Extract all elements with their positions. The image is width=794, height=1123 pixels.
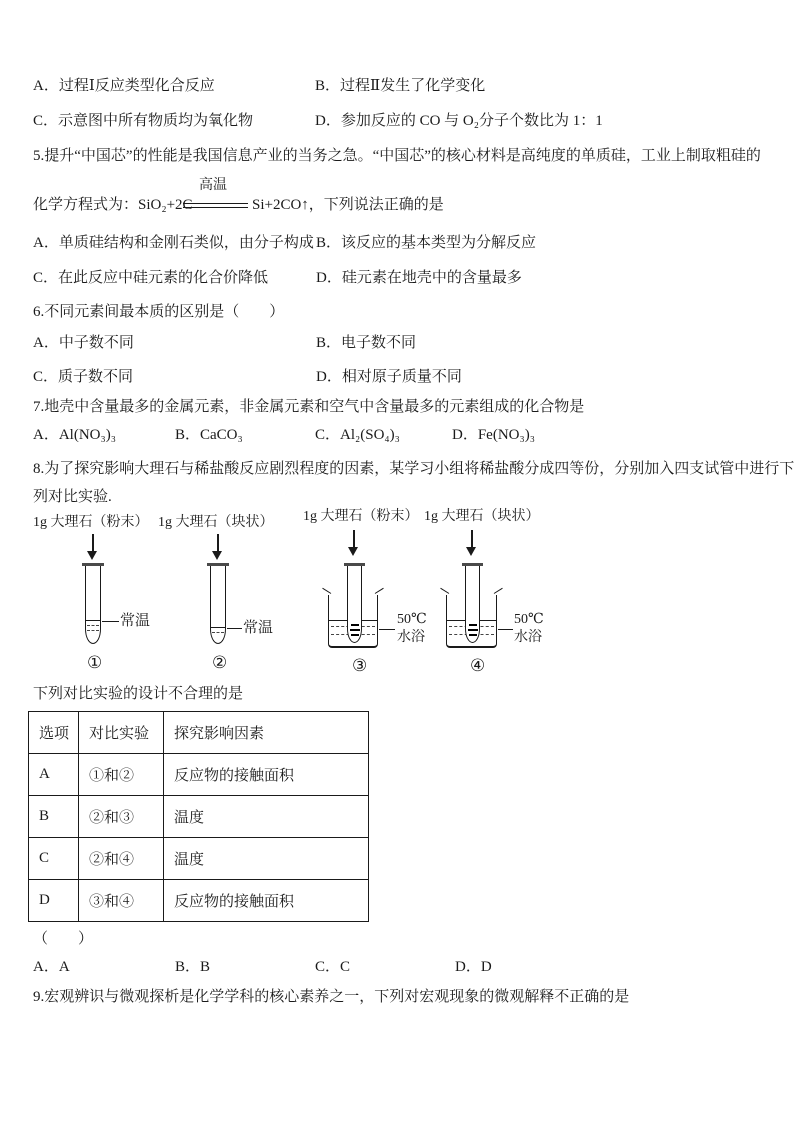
cell-factor: 温度 (164, 796, 369, 838)
header-cell: 探究影响因素 (164, 712, 369, 754)
q7-stem: 7.地壳中含量最多的金属元素，非金属元素和空气中含量最多的元素组成的化合物是 (33, 399, 585, 415)
cell-option: B (29, 796, 79, 838)
test-tube-icon (347, 566, 362, 643)
q5-equation-condition: 高温 (199, 178, 227, 193)
setup4-bath-temp: 50℃ (514, 612, 544, 627)
marble-pieces (466, 621, 479, 636)
q6-stem: 6.不同元素间最本质的区别是（ ） (33, 304, 285, 320)
setup4-label: 1g 大理石（块状） (424, 509, 540, 524)
pointer-line (379, 629, 395, 630)
q5-option-b: B．该反应的基本类型为分解反应 (316, 235, 537, 251)
down-arrow-icon (92, 534, 94, 552)
q8-option-b: B．B (175, 959, 211, 975)
q6-option-c: C．质子数不同 (33, 369, 134, 385)
q6-option-a: A．中子数不同 (33, 335, 134, 351)
setup3-bath-word: 水浴 (397, 630, 425, 645)
experiment-diagram (0, 508, 794, 680)
down-arrow-icon (471, 530, 473, 548)
q5-equation-suffix: Si+2CO↑，下列说法正确的是 (252, 197, 444, 213)
cell-factor: 反应物的接触面积 (164, 754, 369, 796)
q4-option-d: D．参加反应的 CO 与 O₂分子个数比为 1：1 (315, 113, 603, 129)
table-row (29, 838, 369, 880)
cell-option: C (29, 838, 79, 880)
test-tube-icon (210, 566, 226, 644)
q5-stem: 5.提升“中国芯”的性能是我国信息产业的当务之急。“中国芯”的核心材料是高纯度的单质硅，工业上制取粗硅的 (33, 148, 761, 164)
down-arrow-icon (217, 534, 219, 552)
q8-option-c: C．C (315, 959, 351, 975)
cell-factor: 反应物的接触面积 (164, 880, 369, 922)
q8-option-d: D．D (455, 959, 492, 975)
table-row (29, 880, 369, 922)
test-tube-icon (465, 566, 480, 643)
setup3-label: 1g 大理石（粉末） (303, 509, 419, 524)
down-arrow-icon (353, 530, 355, 548)
setup2-temp-label: 常温 (243, 620, 274, 636)
table-row (29, 796, 369, 838)
table-row (29, 754, 369, 796)
q4-option-a: A．过程Ⅰ反应类型化合反应 (33, 78, 215, 94)
q8-answer-bracket: （ ） (33, 931, 94, 947)
setup2-label: 1g 大理石（块状） (158, 515, 274, 530)
table-header-row (29, 712, 369, 754)
cell-option: D (29, 880, 79, 922)
pointer-line (102, 621, 119, 622)
acid-liquid (211, 627, 225, 643)
setup3-number: ③ (352, 656, 368, 675)
q8-option-a: A．A (33, 959, 70, 975)
q7-option-d: D．Fe(NO₃)₃ (452, 427, 535, 443)
q7-option-b: B．CaCO₃ (175, 427, 243, 443)
q7-option-c: C．Al₂(SO₄)₃ (315, 427, 400, 443)
setup4-number: ④ (470, 656, 486, 675)
header-cell: 选项 (29, 712, 79, 754)
setup1-label: 1g 大理石（粉末） (33, 515, 149, 530)
q5-option-d: D．硅元素在地壳中的含量最多 (316, 270, 522, 286)
q4-option-b: B．过程Ⅱ发生了化学变化 (315, 78, 486, 94)
cell-experiments: ①和② (79, 754, 164, 796)
q5-option-a: A．单质硅结构和金刚石类似，由分子构成 (33, 235, 314, 251)
pointer-line (498, 629, 513, 630)
cell-factor: 温度 (164, 838, 369, 880)
pointer-line (227, 628, 242, 629)
q8-stem-line1: 8.为了探究影响大理石与稀盐酸反应剧烈程度的因素，某学习小组将稀盐酸分成四等份，分别加入四支试管中进行下 (33, 461, 794, 477)
q8-stem-line2: 列对比实验. (33, 489, 112, 505)
acid-liquid (86, 620, 100, 643)
q5-option-c: C．在此反应中硅元素的化合价降低 (33, 270, 269, 286)
cell-experiments: ②和④ (79, 838, 164, 880)
equation-double-line (183, 203, 248, 208)
q7-option-a: A．Al(NO₃)₃ (33, 427, 116, 443)
q5-equation-prefix: 化学方程式为：SiO₂+2C (33, 197, 193, 213)
q9-stem: 9.宏观辨识与微观探析是化学学科的核心素养之一，下列对宏观现象的微观解释不正确的是 (33, 989, 630, 1005)
setup1-number: ① (87, 653, 103, 672)
q6-option-d: D．相对原子质量不同 (316, 369, 462, 385)
marble-pieces (348, 621, 361, 636)
comparison-table (28, 711, 369, 922)
header-cell: 对比实验 (79, 712, 164, 754)
setup1-temp-label: 常温 (120, 613, 151, 629)
cell-experiments: ②和③ (79, 796, 164, 838)
q4-option-c: C．示意图中所有物质均为氧化物 (33, 113, 254, 129)
setup4-bath-word: 水浴 (514, 630, 542, 645)
setup3-bath-temp: 50℃ (397, 612, 427, 627)
cell-experiments: ③和④ (79, 880, 164, 922)
q8-table-intro: 下列对比实验的设计不合理的是 (33, 686, 244, 702)
cell-option: A (29, 754, 79, 796)
q6-option-b: B．电子数不同 (316, 335, 417, 351)
setup2-number: ② (212, 653, 228, 672)
test-tube-icon (85, 566, 101, 644)
